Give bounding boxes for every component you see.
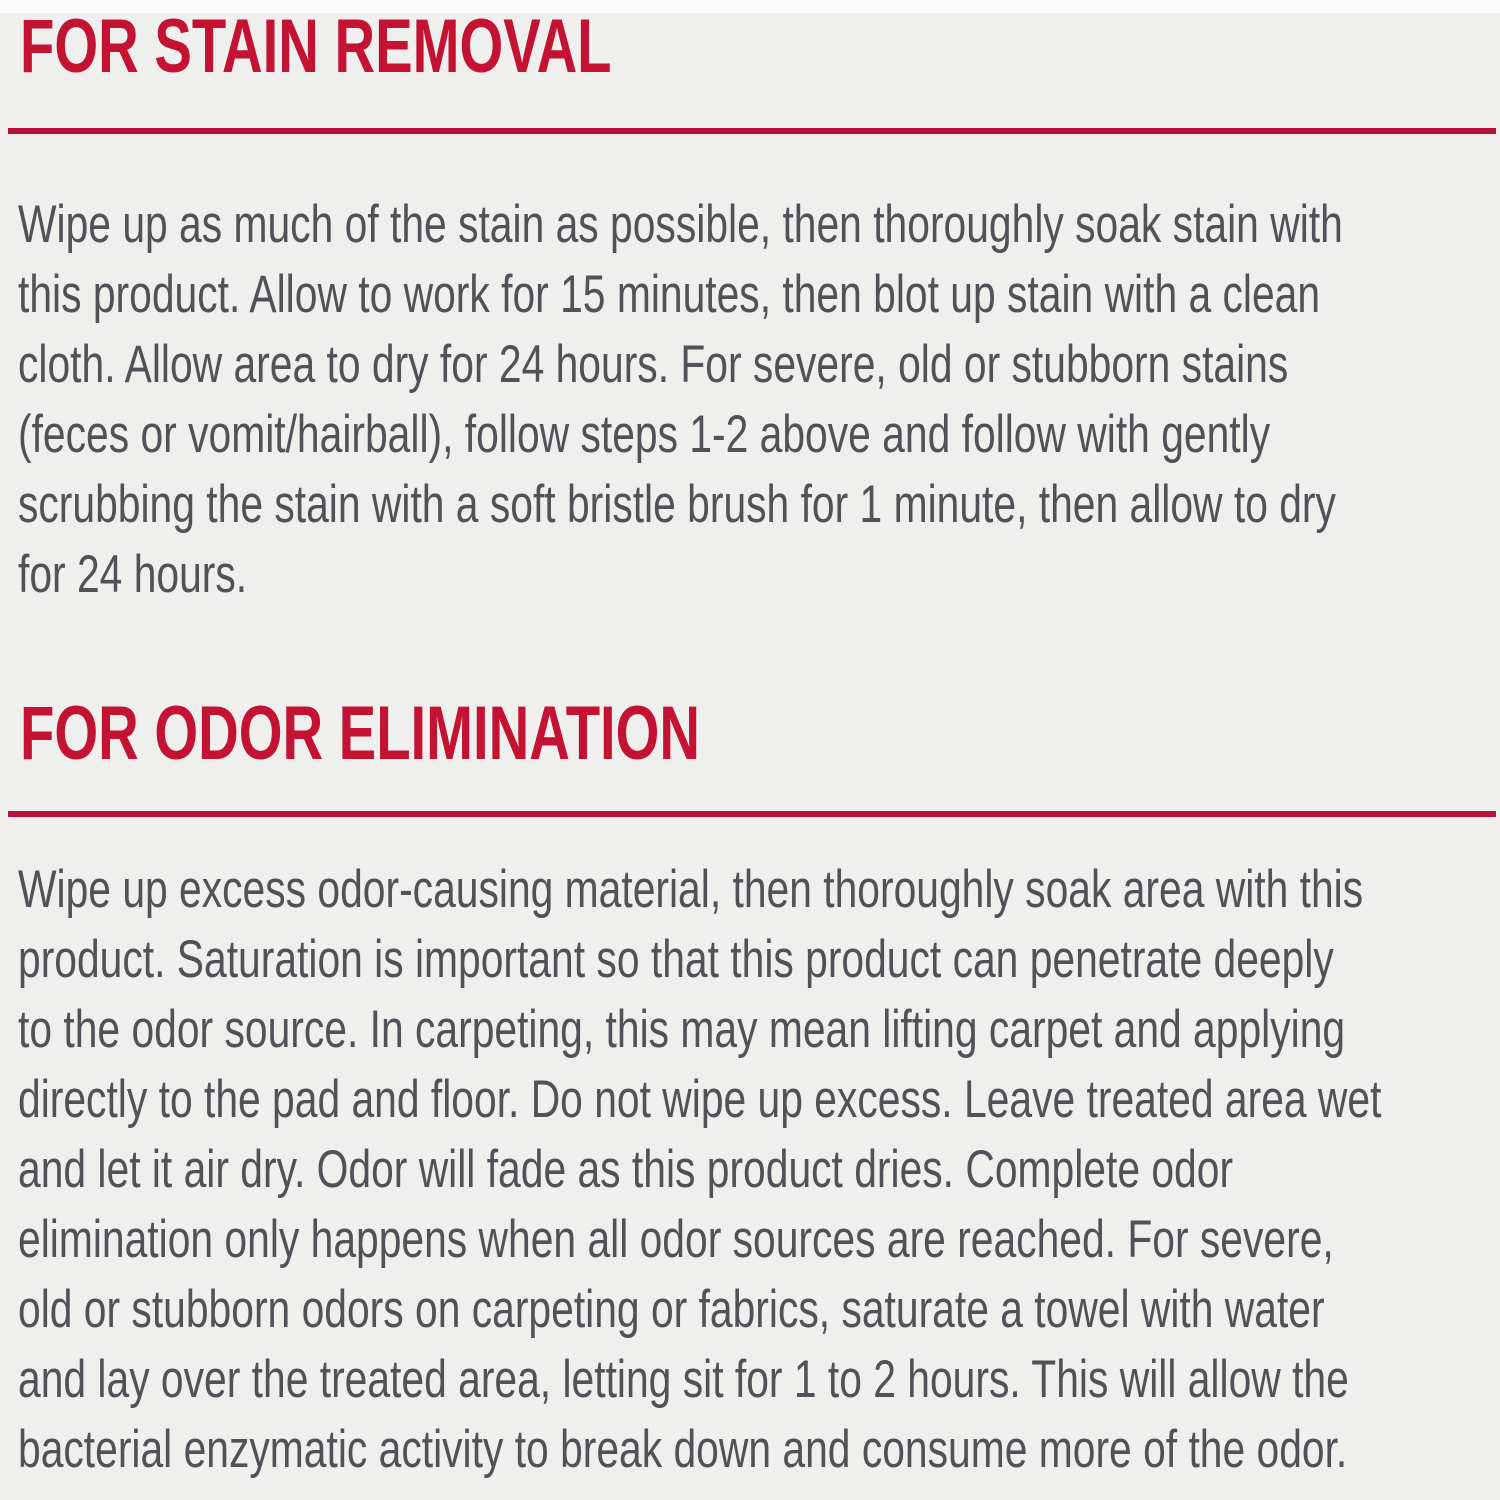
body-line: to the odor source. In carpeting, this may mean lifting carpet and applying	[18, 1000, 1346, 1059]
stain-removal-divider	[8, 128, 1496, 134]
body-line: for 24 hours.	[18, 545, 248, 604]
body-line: directly to the pad and floor. Do not wipe up excess. Leave treated area wet	[18, 1070, 1382, 1129]
body-line: (feces or vomit/hairball), follow steps 1-2 above and follow with gently	[18, 405, 1271, 464]
body-line: old or stubborn odors on carpeting or fabrics, saturate a towel with water	[18, 1280, 1325, 1339]
body-line: scrubbing the stain with a soft bristle brush for 1 minute, then allow to dry	[18, 475, 1336, 534]
body-line: Wipe up as much of the stain as possible, then thoroughly soak stain with	[18, 195, 1343, 254]
body-line: product. Saturation is important so that this product can penetrate deeply	[18, 930, 1334, 989]
odor-elimination-heading: FOR ODOR ELIMINATION	[20, 691, 701, 776]
body-line: cloth. Allow area to dry for 24 hours. For severe, old or stubborn stains	[18, 335, 1289, 394]
stain-removal-heading: FOR STAIN REMOVAL	[20, 4, 612, 89]
body-line: and let it air dry. Odor will fade as this product dries. Complete odor	[18, 1140, 1234, 1199]
odor-elimination-instructions	[18, 855, 1500, 1485]
body-line: elimination only happens when all odor sources are reached. For severe,	[18, 1210, 1334, 1269]
stain-removal-instructions	[18, 190, 1500, 610]
odor-elimination-divider	[8, 811, 1496, 817]
body-line: Wipe up excess odor-causing material, then thoroughly soak area with this	[18, 860, 1364, 919]
body-line: and lay over the treated area, letting sit for 1 to 2 hours. This will allow the	[18, 1350, 1349, 1409]
body-line: bacterial enzymatic activity to break down and consume more of the odor.	[18, 1420, 1348, 1479]
body-line: this product. Allow to work for 15 minutes, then blot up stain with a clean	[18, 265, 1321, 324]
